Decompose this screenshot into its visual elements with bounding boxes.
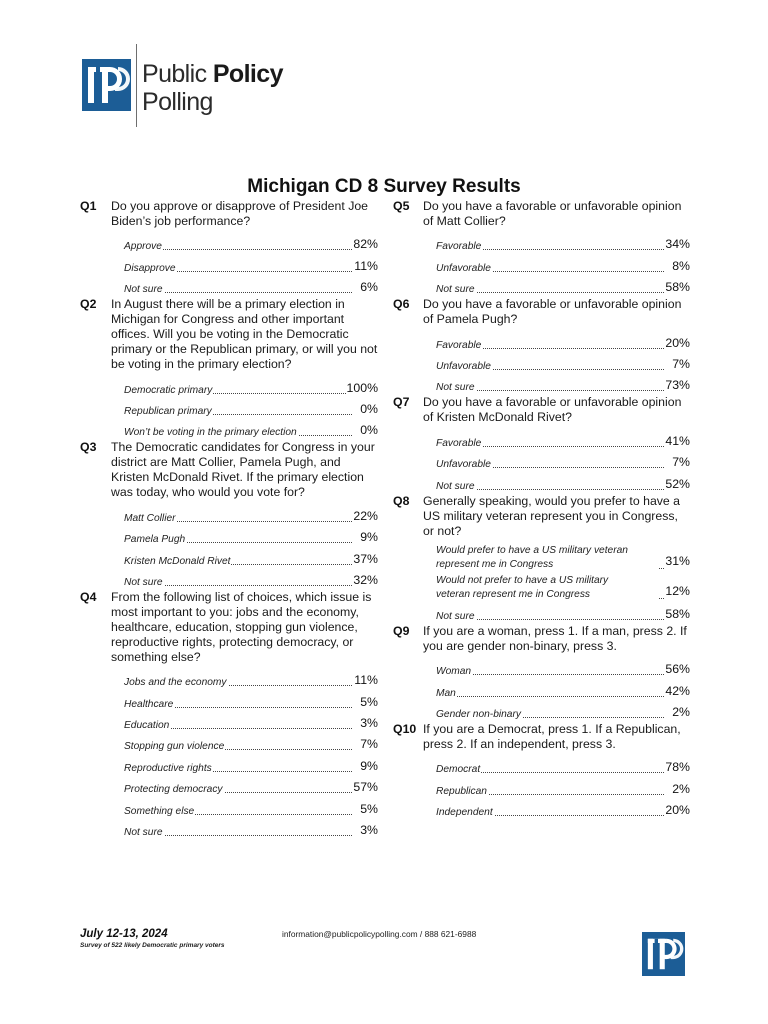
question-number: Q8 bbox=[393, 493, 410, 508]
answer-label: Not sure bbox=[124, 576, 163, 588]
answer-row bbox=[436, 603, 690, 624]
question-number: Q10 bbox=[393, 722, 417, 737]
answer-value: 7% bbox=[672, 356, 690, 371]
answer-label: Jobs and the economy bbox=[124, 677, 227, 689]
answer-value: 9% bbox=[360, 758, 378, 773]
answer-value: 52% bbox=[665, 476, 690, 491]
answer-value: 41% bbox=[665, 433, 690, 448]
answer-list bbox=[80, 504, 380, 590]
answer-value: 78% bbox=[665, 760, 690, 775]
answer-value: 8% bbox=[672, 258, 690, 273]
answer-label bbox=[436, 544, 658, 572]
answer-row bbox=[436, 543, 690, 573]
answer-label: Kristen McDonald Rivet bbox=[124, 555, 231, 567]
answer-value: 42% bbox=[665, 683, 690, 698]
answer-label: Woman bbox=[436, 666, 472, 678]
answer-label-line1: Would not prefer to have a US military bbox=[436, 574, 609, 586]
question-text: Do you have a favorable or unfavorable opinion of Pamela Pugh? bbox=[423, 297, 682, 327]
answer-label: Something else bbox=[124, 805, 195, 817]
question-q1 bbox=[80, 199, 380, 297]
answer-row bbox=[436, 276, 690, 297]
answer-row bbox=[124, 669, 378, 690]
answer-label: Stopping gun violence bbox=[124, 741, 225, 753]
answer-row bbox=[436, 701, 690, 722]
answer-row bbox=[124, 797, 378, 818]
answer-label: Republican primary bbox=[124, 405, 212, 417]
question-q2 bbox=[80, 297, 380, 440]
answer-list bbox=[390, 658, 692, 722]
question-number: Q6 bbox=[393, 297, 410, 312]
question-text: Do you have a favorable or unfavorable opinion of Matt Collier? bbox=[423, 199, 682, 228]
question-number: Q4 bbox=[80, 589, 97, 604]
brand-name-line2: Polling bbox=[142, 88, 213, 116]
question-number: Q5 bbox=[393, 199, 410, 213]
answer-row bbox=[124, 819, 378, 840]
question-q4 bbox=[80, 590, 380, 840]
answer-label: Pamela Pugh bbox=[124, 534, 186, 546]
answer-label: Democratic primary bbox=[124, 384, 213, 396]
answer-label: Independent bbox=[436, 807, 493, 819]
answer-value: 11% bbox=[354, 673, 378, 688]
answer-label: Not sure bbox=[436, 480, 475, 492]
question-text: If you are a Democrat, press 1. If a Republican, press 2. If an independent, press 3. bbox=[423, 722, 681, 752]
answer-label-line2: represent me in Congress bbox=[436, 558, 554, 570]
answer-label bbox=[436, 574, 658, 602]
answer-list bbox=[390, 543, 692, 624]
answer-label: Not sure bbox=[436, 610, 475, 622]
answer-label: Favorable bbox=[436, 241, 482, 253]
answer-value: 0% bbox=[360, 401, 378, 416]
answer-label: Matt Collier bbox=[124, 512, 176, 524]
answer-row bbox=[436, 658, 690, 679]
answer-row bbox=[124, 376, 378, 397]
question-text: The Democratic candidates for Congress in your district are Matt Collier, Pamela Pugh, and Kristen McDonald Rivet. If the primary election was today, who would you vote for? bbox=[111, 440, 375, 500]
answer-value: 9% bbox=[360, 530, 378, 545]
answer-row bbox=[436, 679, 690, 700]
question-q5 bbox=[390, 199, 692, 297]
answer-row bbox=[436, 353, 690, 374]
question-q8 bbox=[390, 494, 692, 624]
answer-value: 22% bbox=[353, 508, 378, 523]
answer-row bbox=[436, 756, 690, 777]
answer-list bbox=[390, 233, 692, 297]
answer-row bbox=[124, 233, 378, 254]
answer-row bbox=[124, 276, 378, 297]
answer-label: Protecting democracy bbox=[124, 784, 223, 796]
answer-label: Not sure bbox=[436, 382, 475, 394]
brand-name-line1: Public Policy bbox=[142, 60, 283, 88]
answer-list bbox=[390, 331, 692, 395]
answer-row bbox=[124, 754, 378, 775]
answer-row bbox=[436, 254, 690, 275]
question-q7 bbox=[390, 395, 692, 493]
answer-value: 2% bbox=[672, 781, 690, 796]
answer-row bbox=[124, 690, 378, 711]
question-text: From the following list of choices, which issue is most important to you: jobs and the economy, healthcare, education, stopping gun violence, reproductive rights, protecting democracy, or something else? bbox=[111, 589, 372, 664]
answer-row bbox=[436, 573, 690, 603]
answer-value: 73% bbox=[665, 378, 690, 393]
answer-row bbox=[436, 777, 690, 798]
ppp-footer-logo bbox=[642, 932, 685, 976]
answer-label: Not sure bbox=[124, 284, 163, 296]
answer-row bbox=[436, 472, 690, 493]
answer-label: Favorable bbox=[436, 339, 482, 351]
question-text: Do you approve or disapprove of President Joe Biden’s job performance? bbox=[111, 199, 369, 228]
answer-row bbox=[436, 429, 690, 450]
answer-label: Unfavorable bbox=[436, 262, 491, 274]
answer-label: Not sure bbox=[124, 827, 163, 839]
answer-row bbox=[124, 547, 378, 568]
answer-value: 5% bbox=[360, 694, 378, 709]
answer-label: Reproductive rights bbox=[124, 762, 212, 774]
answer-label-line1: Would prefer to have a US military veteran bbox=[436, 544, 628, 556]
answer-value: 2% bbox=[672, 705, 690, 720]
answer-row bbox=[124, 504, 378, 525]
answer-row bbox=[124, 526, 378, 547]
answer-value: 12% bbox=[665, 583, 690, 598]
question-number: Q3 bbox=[80, 440, 97, 455]
question-text: In August there will be a primary election in Michigan for Congress and other important offices. Will you be voting in the Democratic primary or the Republican primary, or will you not be voting in the primary election? bbox=[111, 297, 378, 372]
answer-label: Unfavorable bbox=[436, 360, 491, 372]
answer-label: Man bbox=[436, 687, 456, 699]
answer-list bbox=[80, 669, 380, 840]
answer-label: Democrat bbox=[436, 764, 481, 776]
answer-value: 32% bbox=[353, 572, 378, 587]
answer-label: Unfavorable bbox=[436, 459, 491, 471]
answer-label: Approve bbox=[124, 241, 162, 253]
answer-value: 58% bbox=[665, 606, 690, 621]
answer-value: 56% bbox=[665, 662, 690, 677]
answer-row bbox=[124, 398, 378, 419]
answer-label: Disapprove bbox=[124, 262, 176, 274]
answer-row bbox=[436, 799, 690, 820]
answer-value: 57% bbox=[353, 780, 378, 795]
answer-value: 6% bbox=[360, 280, 378, 295]
answer-value: 5% bbox=[360, 801, 378, 816]
answer-value: 7% bbox=[672, 455, 690, 470]
answer-value: 3% bbox=[360, 716, 378, 731]
footer-contact: information@publicpolicypolling.com / 888 621-6988 bbox=[282, 929, 477, 939]
answer-value: 82% bbox=[353, 237, 378, 252]
footer-date: July 12-13, 2024 bbox=[80, 928, 168, 940]
answer-list bbox=[390, 429, 692, 493]
answer-row bbox=[124, 419, 378, 440]
answer-value: 20% bbox=[665, 803, 690, 818]
question-q10 bbox=[390, 722, 692, 820]
answer-value: 37% bbox=[353, 551, 378, 566]
answer-row bbox=[436, 451, 690, 472]
answer-list bbox=[80, 233, 380, 297]
question-number: Q9 bbox=[393, 623, 410, 638]
answer-row bbox=[124, 712, 378, 733]
answer-label: Healthcare bbox=[124, 698, 174, 710]
answer-value: 3% bbox=[360, 823, 378, 838]
answer-label-line2: veteran represent me in Congress bbox=[436, 588, 591, 600]
answer-value: 100% bbox=[346, 380, 378, 395]
question-text: Generally speaking, would you prefer to have a US military veteran represent you in Congress, or not? bbox=[423, 493, 681, 538]
right-column bbox=[390, 199, 692, 820]
answer-value: 20% bbox=[665, 335, 690, 350]
answer-label: Education bbox=[124, 720, 170, 732]
answer-value: 7% bbox=[360, 737, 378, 752]
answer-row bbox=[124, 254, 378, 275]
question-q9 bbox=[390, 624, 692, 722]
question-q3 bbox=[80, 440, 380, 590]
answer-row bbox=[124, 569, 378, 590]
answer-row bbox=[436, 374, 690, 395]
answer-value: 11% bbox=[354, 258, 378, 273]
footer-survey-note: Survey of 522 likely Democratic primary voters bbox=[80, 942, 225, 949]
answer-row bbox=[124, 776, 378, 797]
document-title: Michigan CD 8 Survey Results bbox=[247, 176, 521, 197]
answer-list bbox=[390, 756, 692, 820]
dot-leader bbox=[436, 696, 664, 697]
question-text: If you are a woman, press 1. If a man, press 2. If you are gender non-binary, press 3. bbox=[423, 623, 687, 653]
answer-label: Not sure bbox=[436, 284, 475, 296]
left-column bbox=[80, 199, 380, 840]
question-number: Q2 bbox=[80, 297, 97, 312]
answer-row bbox=[436, 233, 690, 254]
answer-label: Republican bbox=[436, 785, 487, 797]
answer-value: 0% bbox=[360, 423, 378, 438]
question-text: Do you have a favorable or unfavorable opinion of Kristen McDonald Rivet? bbox=[423, 395, 682, 425]
question-number: Q7 bbox=[393, 395, 410, 410]
logo-divider bbox=[136, 44, 137, 127]
ppp-logo-mark bbox=[82, 59, 131, 111]
answer-list bbox=[80, 376, 380, 440]
answer-row bbox=[124, 733, 378, 754]
answer-row bbox=[436, 331, 690, 352]
answer-label: Gender non-binary bbox=[436, 709, 521, 721]
answer-value: 34% bbox=[665, 237, 690, 252]
answer-label: Won’t be voting in the primary election bbox=[124, 427, 297, 439]
answer-value: 58% bbox=[665, 280, 690, 295]
answer-value: 31% bbox=[665, 553, 690, 568]
question-q6 bbox=[390, 297, 692, 395]
answer-label: Favorable bbox=[436, 437, 482, 449]
question-number: Q1 bbox=[80, 199, 97, 213]
